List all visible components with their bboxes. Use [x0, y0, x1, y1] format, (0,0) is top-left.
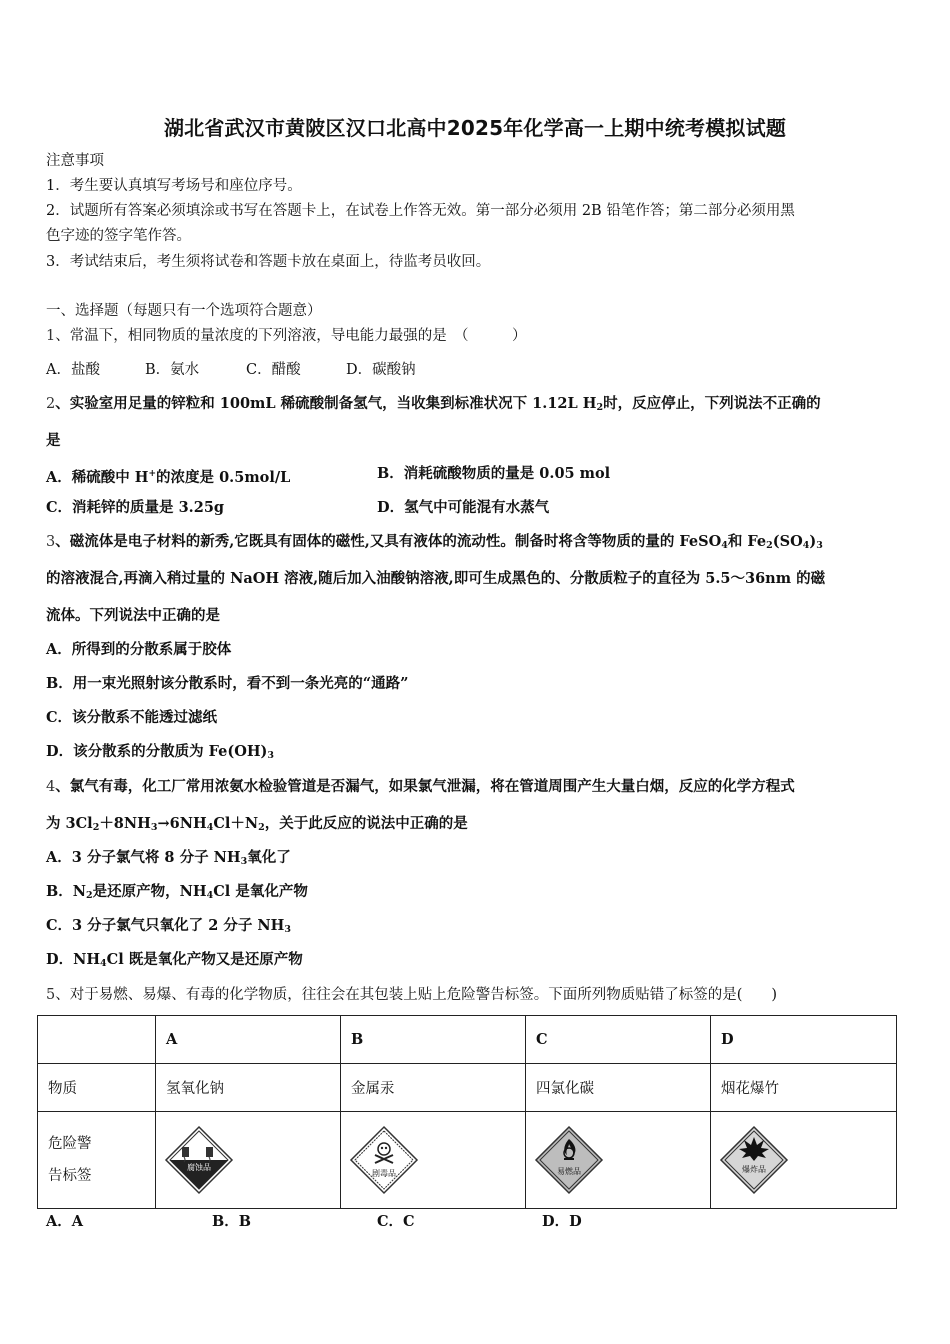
subscript: 2 — [86, 890, 93, 901]
stem-part: (SO — [772, 533, 803, 550]
label-cell-c — [526, 1112, 711, 1209]
notice-heading: 注意事项 — [46, 153, 104, 169]
warning-label-text-1: 危险警 — [48, 1136, 92, 1152]
subscript: 2 — [766, 540, 773, 551]
question-2-option-c: C．消耗锌的质量是 3.25g — [46, 499, 225, 516]
question-5-option-a: A．A — [46, 1213, 84, 1230]
option-text: Cl 是氧化产物 — [213, 883, 308, 900]
label-cell-d — [711, 1112, 897, 1209]
question-2-option-d: D．氢气中可能混有水蒸气 — [377, 499, 550, 516]
stem-part: ，关于此反应的说法中正确的是 — [264, 815, 468, 832]
question-4-option-c — [46, 917, 291, 939]
question-1-option-b: B．氨水 — [145, 362, 200, 378]
question-3-option-a: A．所得到的分散系属于胶体 — [46, 641, 232, 658]
explosive-label-icon — [719, 1125, 789, 1195]
question-number: 1 — [46, 328, 56, 344]
question-2-stem — [46, 395, 821, 417]
option-text: 的浓度是 0.5mol/L — [156, 469, 291, 486]
option-text: Cl 既是氧化产物又是还原产物 — [106, 951, 303, 968]
subscript: 4 — [802, 540, 810, 551]
option-text: A．稀硫酸中 H — [46, 469, 149, 486]
explosive-label-text: 爆炸品 — [742, 1165, 766, 1174]
question-5-option-d: D．D — [542, 1213, 582, 1230]
table-header-d: D — [711, 1016, 897, 1064]
subscript: 3 — [240, 856, 248, 867]
subscript: 3 — [816, 540, 823, 551]
corrosive-label-text: 腐蚀品 — [187, 1163, 211, 1172]
subscript: 4 — [206, 890, 214, 901]
row-label-substance: 物质 — [38, 1064, 156, 1112]
notice-item-2: 2．试题所有答案必须填涂或书写在答题卡上，在试卷上作答无效。第一部分必须用 2B 铅笔作答；第二部分必须用黑 — [46, 203, 795, 219]
table-header-c: C — [526, 1016, 711, 1064]
page-title: 湖北省武汉市黄陂区汉口北高中2025年化学高一上期中统考模拟试题 — [163, 116, 787, 140]
stem-part: 、磁流体是电子材料的新秀,它既具有固体的磁性,又具有液体的流动性。制备时将含等物质的量的 FeSO — [55, 533, 722, 550]
flammable-label-icon — [534, 1125, 604, 1195]
notice-item-1: 1．考生要认真填写考场号和座位序号。 — [46, 178, 302, 194]
stem-part: 、实验室用足量的锌粒和 100mL 稀硫酸制备氢气，当收集到标准状况下 1.12L H — [55, 395, 597, 412]
row-label-warning — [38, 1112, 156, 1209]
warning-label-text-2: 告标签 — [48, 1168, 92, 1184]
option-text: 氧化了 — [247, 849, 291, 866]
option-text: D．NH — [46, 951, 101, 968]
label-cell-b — [341, 1112, 526, 1209]
hazard-label-table — [37, 1015, 897, 1209]
table-header-b: B — [341, 1016, 526, 1064]
subscript: 4 — [100, 958, 107, 969]
stem-part: 、氯气有毒，化工厂常用浓氨水检验管道是否漏气，如果氯气泄漏，将在管道周围产生大量白烟，反应的化学方程式 — [55, 778, 795, 795]
label-cell-a — [156, 1112, 341, 1209]
option-text: B．N — [46, 883, 87, 900]
question-4-option-b — [46, 883, 308, 905]
question-number: 4 — [46, 779, 56, 795]
question-1-option-c: C．醋酸 — [246, 362, 301, 378]
question-1-stem — [46, 327, 526, 345]
subscript: 3 — [150, 822, 158, 833]
option-text: A．3 分子氯气将 8 分子 NH — [46, 849, 241, 866]
question-5-stem — [46, 986, 777, 1004]
flammable-label-text: 易燃品 — [557, 1167, 581, 1176]
table-cell — [38, 1016, 156, 1064]
option-text: C．3 分子氯气只氧化了 2 分子 NH — [46, 917, 285, 934]
option-text: D．该分散系的分散质为 Fe(OH) — [46, 743, 268, 760]
question-2-stem-cont: 是 — [46, 432, 61, 449]
stem-part: ) — [809, 533, 817, 550]
question-5-option-b: B．B — [212, 1213, 252, 1230]
question-number: 2 — [46, 396, 56, 412]
table-row-substance — [38, 1064, 897, 1112]
stem-part: ＋8NH — [99, 815, 151, 832]
subscript: 2 — [258, 822, 265, 833]
table-header-a: A — [156, 1016, 341, 1064]
question-2-option-a — [46, 465, 290, 487]
toxic-label-icon — [349, 1125, 419, 1195]
stem-part: Cl＋N — [213, 815, 259, 832]
question-number: 3 — [46, 534, 56, 550]
question-4-equation-line — [46, 815, 468, 837]
question-number: 5 — [46, 987, 56, 1003]
table-row-labels — [38, 1112, 897, 1209]
option-text: 是还原产物，NH — [92, 883, 207, 900]
subscript: 2 — [92, 822, 100, 833]
subscript: 3 — [267, 750, 275, 761]
substance-c: 四氯化碳 — [526, 1064, 711, 1112]
question-1-option-a: A．盐酸 — [46, 362, 100, 378]
corrosive-label-icon — [164, 1125, 234, 1195]
question-3-option-b: B．用一束光照射该分散系时，看不到一条光亮的“通路” — [46, 675, 409, 692]
substance-b: 金属汞 — [341, 1064, 526, 1112]
notice-item-3: 3．考试结束后，考生须将试卷和答题卡放在桌面上，待监考员收回。 — [46, 254, 491, 270]
subscript: 4 — [206, 822, 214, 833]
table-header-row — [38, 1016, 897, 1064]
question-text: 、对于易燃、易爆、有毒的化学物质，往往会在其包装上贴上危险警告标签。下面所列物质贴错了标签的是( ) — [55, 987, 778, 1003]
question-3-option-c: C．该分散系不能透过滤纸 — [46, 709, 218, 726]
question-2-option-b: B．消耗硫酸物质的量是 0.05 mol — [377, 465, 611, 482]
toxic-label-text: 剧毒品 — [372, 1169, 396, 1178]
stem-part: 和 Fe — [727, 533, 767, 550]
stem-part: 时，反应停止，下列说法不正确的 — [603, 395, 821, 412]
subscript: 2 — [596, 402, 604, 413]
question-3-stem-line-3: 流体。下列说法中正确的是 — [46, 607, 220, 624]
substance-d: 烟花爆竹 — [711, 1064, 897, 1112]
question-1-option-d: D．碳酸钠 — [346, 362, 416, 378]
question-3-stem — [46, 533, 823, 555]
question-3-stem-line-2: 的溶液混合,再滴入稍过量的 NaOH 溶液,随后加入油酸钠溶液,即可生成黑色的、分散质粒子的直径为 5.5～36nm 的磁 — [46, 570, 826, 587]
superscript: + — [148, 469, 157, 479]
question-3-option-d — [46, 743, 274, 765]
notice-item-2-cont: 色字迹的签字笔作答。 — [46, 228, 191, 244]
question-4-option-d — [46, 951, 303, 973]
subscript: 4 — [721, 540, 728, 551]
section-heading: 一、选择题（每题只有一个选项符合题意） — [46, 303, 322, 319]
stem-part: →6NH — [157, 815, 207, 832]
question-4-option-a — [46, 849, 291, 871]
stem-part: 为 3Cl — [46, 815, 93, 832]
subscript: 3 — [284, 924, 291, 935]
question-5-option-c: C．C — [377, 1213, 415, 1230]
question-4-stem — [46, 778, 795, 796]
substance-a: 氢氧化钠 — [156, 1064, 341, 1112]
question-text: 、常温下，相同物质的量浓度的下列溶液，导电能力最强的是 （ ） — [55, 328, 527, 344]
